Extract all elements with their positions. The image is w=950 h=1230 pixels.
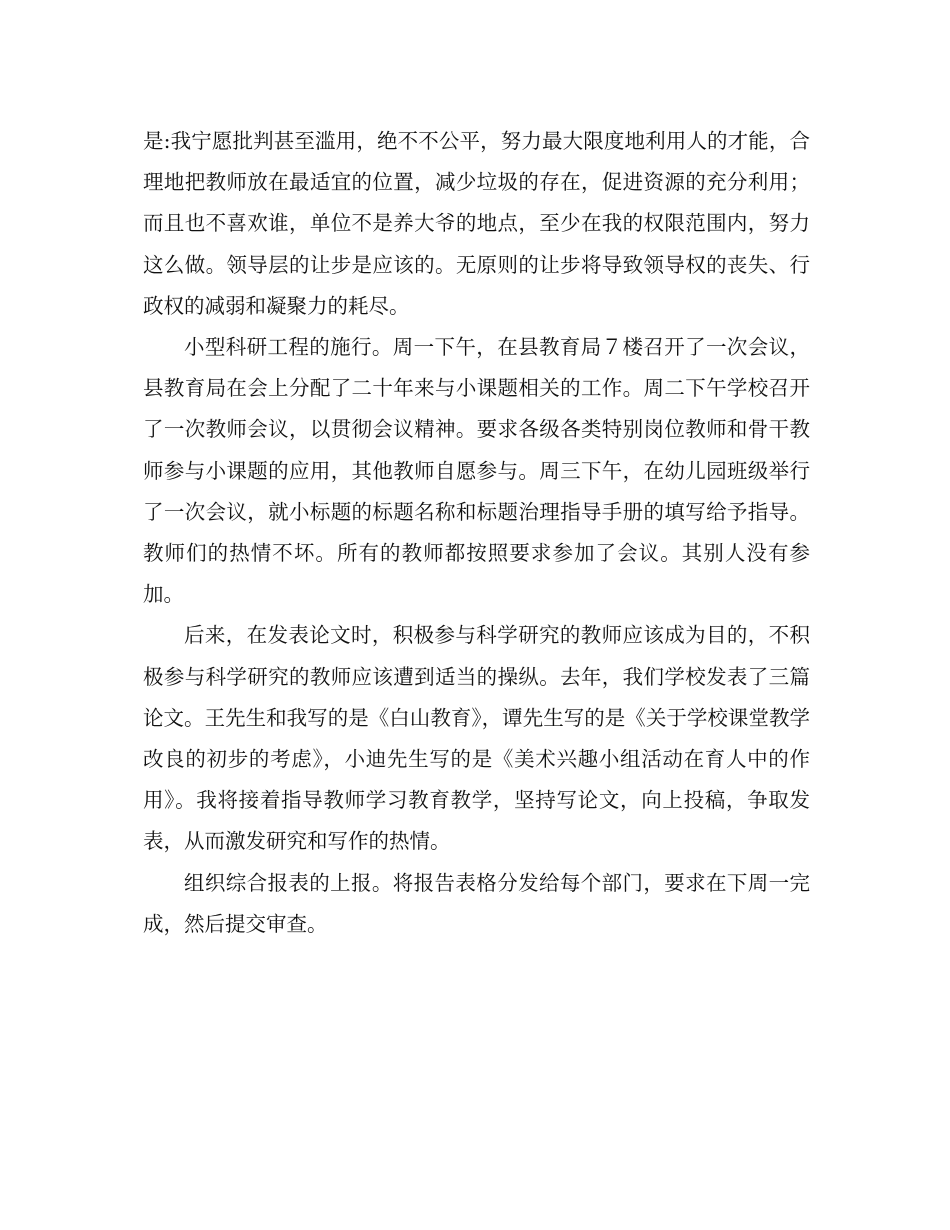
paragraph-1: 是:我宁愿批判甚至滥用，绝不不公平，努力最大限度地利用人的才能，合理地把教师放在最适宜的位置，减少垃圾的存在，促进资源的充分利用；而且也不喜欢谁，单位不是养大爷的地点，至少在我的权限范围内，努力这么做。领导层的让步是应该的。无原则的让步将导致领导权的丧失、行政权的减弱和凝聚力的耗尽。 [143,129,810,318]
paragraph-2: 小型科研工程的施行。周一下午，在县教育局７楼召开了一次会议，县教育局在会上分配了二十年来与小课题相关的工作。周二下午学校召开了一次教师会议，以贯彻会议精神。要求各级各类特别岗位教师和骨干教师参与小课题的应用，其他教师自愿参与。周三下午，在幼儿园班级举行了一次会议，就小标题的标题名称和标题治理指导手册的填写给予指导。教师们的热情不坏。所有的教师都按照要求参加了会议。其别人没有参加。 [143,335,810,607]
document-body [143,121,810,945]
paragraph-3: 后来，在发表论文时，积极参与科学研究的教师应该成为目的，不积极参与科学研究的教师应该遭到适当的操纵。去年，我们学校发表了三篇论文。王先生和我写的是《白山教育》，谭先生写的是《关于学校课堂教学改良的初步的考虑》，小迪先生写的是《美术兴趣小组活动在育人中的作用》。我将接着指导教师学习教育教学，坚持写论文，向上投稿，争取发表，从而激发研究和写作的热情。 [143,623,810,854]
paragraph-4: 组织综合报表的上报。将报告表格分发给每个部门，要求在下周一完成，然后提交审查。 [143,870,810,936]
